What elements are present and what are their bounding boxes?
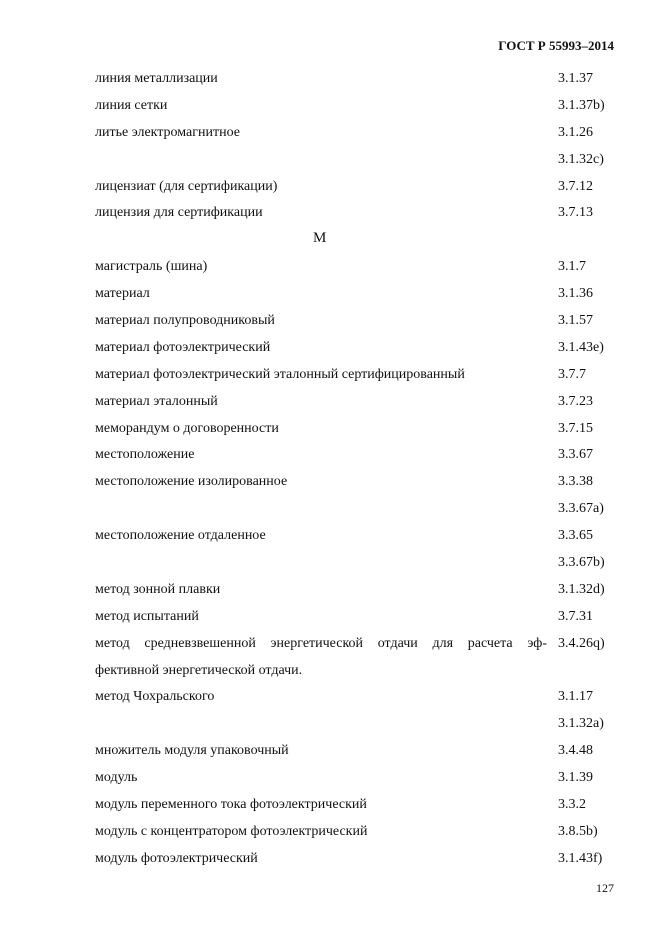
- index-term: модуль: [95, 770, 138, 786]
- index-reference: 3.7.31: [558, 608, 593, 624]
- index-term: материал фотоэлектрический эталонный сертифицированный: [95, 366, 465, 382]
- index-term: магистраль (шина): [95, 259, 208, 275]
- index-entry: [0, 819, 661, 846]
- index-entry: [0, 523, 661, 550]
- index-entry: [0, 658, 661, 685]
- index-entry: [0, 469, 661, 496]
- index-term: материал фотоэлектрический: [95, 339, 271, 355]
- index-entry: [0, 550, 661, 577]
- index-reference: 3.8.5b): [558, 823, 598, 839]
- index-reference: 3.1.57: [558, 313, 593, 329]
- index-entry: [0, 147, 661, 174]
- index-term: лицензиат (для сертификации): [95, 178, 278, 194]
- index-entry: [0, 120, 661, 147]
- index-reference: 3.3.67b): [558, 555, 605, 571]
- index-letter-heading-row: [0, 227, 661, 254]
- index-term: материал эталонный: [95, 393, 218, 409]
- index-term: модуль фотоэлектрический: [95, 850, 258, 866]
- index-reference: 3.7.15: [558, 420, 593, 436]
- index-term: модуль переменного тока фотоэлектрический: [95, 797, 367, 813]
- index-entry: [0, 362, 661, 389]
- index-term: множитель модуля упаковочный: [95, 743, 289, 759]
- index-term: линия металлизации: [95, 71, 218, 86]
- index-reference: 3.1.7: [558, 259, 586, 275]
- page-number: 127: [596, 881, 614, 895]
- index-term: меморандум о договоренности: [95, 420, 279, 436]
- index-reference: 3.1.43e): [558, 339, 604, 355]
- index-entry: [0, 792, 661, 819]
- document-header: ГОСТ Р 55993–2014: [498, 38, 614, 53]
- index-reference: 3.1.39: [558, 770, 593, 786]
- index-entry: [0, 254, 661, 281]
- index-term: метод испытаний: [95, 608, 199, 624]
- index-term: материал полупроводниковый: [95, 313, 275, 329]
- index-entry: [0, 389, 661, 416]
- index-term: материал: [95, 286, 150, 302]
- index-entry: [0, 496, 661, 523]
- index-reference: 3.1.37: [558, 71, 593, 86]
- index-reference: 3.1.37b): [558, 97, 605, 113]
- index-entry: [0, 93, 661, 120]
- index-entry: [0, 684, 661, 711]
- index-reference: 3.1.26: [558, 124, 593, 140]
- index-term: метод средневзвешенной энергетической отдачи для расчета эф-: [95, 635, 547, 651]
- index-reference: 3.1.43f): [558, 850, 603, 866]
- index-reference: 3.3.67a): [558, 501, 604, 517]
- index-entry: [0, 281, 661, 308]
- index-reference: 3.7.13: [558, 205, 593, 221]
- index-reference: 3.3.67: [558, 447, 593, 463]
- index-entry: [0, 66, 661, 93]
- index-reference: 3.4.48: [558, 743, 593, 759]
- index-reference: 3.7.12: [558, 178, 593, 194]
- index-entry: [0, 442, 661, 469]
- index-reference: 3.7.7: [558, 366, 586, 382]
- index-term: литье электромагнитное: [95, 124, 240, 140]
- index-reference: 3.1.32c): [558, 151, 604, 167]
- index-entries: [0, 66, 661, 873]
- index-term: местоположение: [95, 447, 195, 463]
- index-entry: [0, 200, 661, 227]
- index-reference: 3.1.17: [558, 689, 593, 705]
- index-term: фективной энергетической отдачи.: [95, 662, 303, 678]
- index-reference: 3.4.26q): [558, 635, 605, 651]
- index-reference: 3.3.65: [558, 528, 593, 544]
- index-reference: 3.1.32a): [558, 716, 604, 732]
- index-entry: [0, 738, 661, 765]
- index-entry: [0, 846, 661, 873]
- index-entry: [0, 577, 661, 604]
- index-reference: 3.1.32d): [558, 581, 605, 597]
- index-term: метод Чохральского: [95, 689, 215, 705]
- index-entry: [0, 765, 661, 792]
- index-reference: 3.1.36: [558, 286, 593, 302]
- index-letter-heading: М: [313, 230, 327, 247]
- index-entry: [0, 174, 661, 201]
- index-entry: [0, 631, 661, 658]
- index-reference: 3.3.2: [558, 797, 586, 813]
- index-entry: [0, 604, 661, 631]
- index-term: модуль с концентратором фотоэлектрический: [95, 823, 368, 839]
- index-entry: [0, 416, 661, 443]
- index-entry: [0, 335, 661, 362]
- index-term: метод зонной плавки: [95, 581, 221, 597]
- index-entry: [0, 711, 661, 738]
- index-reference: 3.3.38: [558, 474, 593, 490]
- index-reference: 3.7.23: [558, 393, 593, 409]
- index-term: линия сетки: [95, 97, 168, 113]
- index-entry: [0, 308, 661, 335]
- index-term: местоположение отдаленное: [95, 528, 266, 544]
- index-term: лицензия для сертификации: [95, 205, 263, 221]
- index-term: местоположение изолированное: [95, 474, 288, 490]
